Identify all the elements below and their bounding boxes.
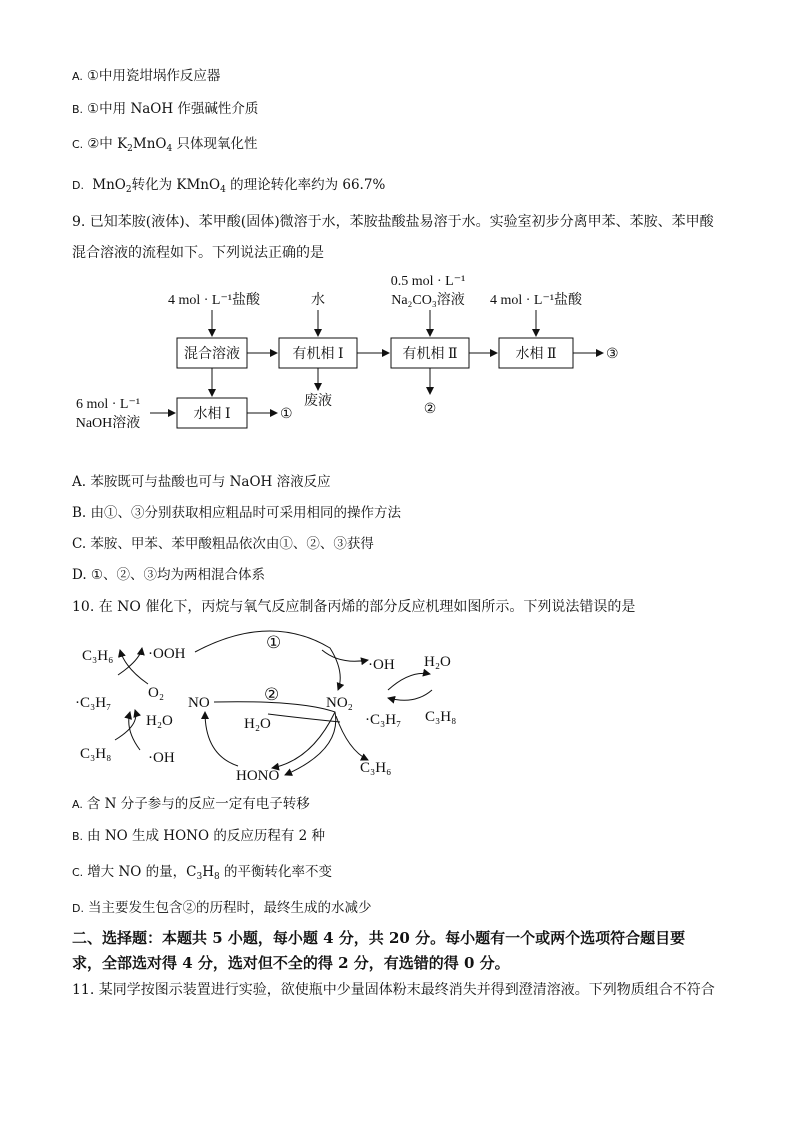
h2o-joining-line (268, 714, 340, 722)
q10-option-c (72, 862, 332, 883)
arrow-oh-to-h2o (129, 712, 140, 750)
option-label: A. (72, 798, 83, 811)
q9-stem-line1: 9. 已知苯胺(液体)、苯甲酸(固体)微溶于水，苯胺盐酸盐易溶于水。实验室初步分离甲苯、苯胺、苯甲酸 (72, 214, 714, 230)
q11-stem: 11. 某同学按图示装置进行实验，欲使瓶中少量固体粉末最终消失并得到澄清溶液。下列物质组合不符合 (72, 982, 715, 998)
option-text: ①中用 NaOH 作强碱性介质 (87, 101, 259, 117)
option-text: 增大 NO 的量，C (87, 864, 197, 880)
cycle-arc-left (205, 712, 238, 766)
option-label: B. (72, 830, 84, 843)
option-label: C. (72, 866, 84, 879)
o2-label: O₂ (148, 685, 165, 701)
hono-label: HONO (236, 768, 280, 784)
section-2-heading-line2: 求，全部选对得 4 分，选对但不全的得 2 分，有选错的得 0 分。 (72, 954, 510, 972)
q9-option-c: C. 苯胺、甲苯、苯甲酸粗品依次由①、②、③获得 (72, 536, 374, 552)
section-2-heading-line1: 二、选择题：本题共 5 小题，每小题 4 分，共 20 分。每小题有一个或两个选项符合题目要 (72, 929, 686, 947)
arrow-c3h7-to-c3h6 (120, 650, 148, 684)
arrow-to-c3h6-bottom (336, 716, 368, 760)
output-3-label: ③ (606, 347, 619, 362)
option-label: D. (72, 902, 84, 915)
c3h6-top-label: C₃H₆ (82, 648, 114, 664)
box-aqueous-phase-1-label: 水相 Ⅰ (193, 407, 231, 422)
option-text: 当主要发生包含②的历程时，最终生成的水减少 (87, 900, 372, 916)
arrow-oh-to-h2o-right (388, 673, 430, 690)
h2o-right-label: H₂O (424, 654, 451, 670)
pathway-1-label: ① (266, 633, 282, 652)
arrow-o2-to-ooh (118, 648, 142, 675)
q9-flow-diagram (0, 265, 794, 435)
reagent-naoh-name: NaOH溶液 (75, 416, 141, 431)
option-label: D. (72, 179, 84, 192)
option-text: MnO (132, 136, 167, 152)
subscript: 8 (214, 872, 220, 882)
reagent-water-label: 水 (311, 293, 325, 308)
option-text: 含 N 分子参与的反应一定有电子转移 (86, 796, 310, 812)
option-text: MnO (87, 177, 126, 193)
subscript: 2 (127, 144, 133, 154)
subscript: 4 (220, 185, 226, 195)
c3h7-right-label: ·C₃H₇ (365, 712, 402, 728)
c3h8-left-label: C₃H₈ (80, 746, 112, 762)
box-aqueous-phase-2-label: 水相 Ⅱ (515, 347, 557, 362)
q10-stem: 10. 在 NO 催化下，丙烷与氧气反应制备丙烯的部分反应机理如图所示。下列说法错误的是 (72, 599, 636, 615)
q9-option-b: B. 由①、③分别获取相应粗品时可采用相同的操作方法 (72, 505, 402, 521)
q9-stem-line2: 混合溶液的流程如下。下列说法正确的是 (72, 245, 324, 261)
option-label: C. (72, 138, 84, 151)
subscript: 4 (166, 144, 173, 154)
option-text: 的理论转化率约为 66.7% (225, 177, 386, 193)
option-text: 只体现氧化性 (172, 136, 258, 152)
no2-label: NO₂ (326, 695, 353, 711)
box-organic-phase-2-label: 有机相 Ⅱ (402, 347, 458, 362)
q8-option-d (72, 175, 385, 196)
q10-option-b (72, 826, 325, 847)
option-text: ②中 K (87, 136, 128, 152)
option-label: B. (72, 103, 84, 116)
output-2-label: ② (423, 402, 437, 417)
option-text: ①中用瓷坩埚作反应器 (86, 68, 221, 84)
q8-option-a (72, 66, 220, 87)
h2o-mid-label: H₂O (244, 716, 271, 732)
reagent-na2co3-conc: 0.5 mol · L⁻¹ (390, 274, 466, 289)
q9-option-a: A. 苯胺既可与盐酸也可与 NaOH 溶液反应 (72, 474, 331, 490)
oh-right-label: ·OH (368, 657, 395, 673)
subscript: 3 (196, 872, 203, 882)
q10-option-d (72, 898, 371, 919)
option-text: 由 NO 生成 HONO 的反应历程有 2 种 (87, 828, 325, 844)
no-label: NO (188, 695, 210, 711)
q9-option-d: D. ①、②、③均为两相混合体系 (72, 567, 266, 583)
arrow-c3h8-to-c3h7 (115, 710, 136, 740)
q10-mechanism-diagram (0, 620, 794, 792)
option-text: 的平衡转化率不变 (219, 864, 333, 880)
c3h8-right-label: C₃H₈ (425, 709, 457, 725)
waste-liquid-label: 废液 (304, 394, 332, 409)
ooh-label: ·OOH (148, 646, 186, 662)
q10-option-a (72, 794, 310, 815)
reagent-hcl2-label: 4 mol · L⁻¹盐酸 (489, 293, 583, 308)
box-organic-phase-1-label: 有机相 Ⅰ (292, 347, 344, 362)
q8-option-b (72, 99, 258, 120)
c3h7-left-label: ·C₃H₇ (75, 695, 112, 711)
c3h6-bottom-label: C₃H₆ (360, 760, 392, 776)
subscript: 2 (125, 185, 132, 195)
output-1-label: ① (280, 407, 293, 422)
arrow-c3h8-to-c3h7-right (388, 690, 432, 700)
oh-left-label: ·OH (148, 750, 175, 766)
box-mixed-solution-label: 混合溶液 (184, 347, 240, 362)
option-label: A. (72, 70, 83, 83)
arrow-to-oh-right (322, 650, 368, 661)
reagent-naoh-conc: 6 mol · L⁻¹ (75, 397, 141, 412)
pathway-2-label: ② (264, 685, 280, 704)
h2o-left-label: H₂O (146, 713, 173, 729)
reagent-na2co3-name: Na₂CO₃溶液 (391, 293, 465, 308)
option-text: H (202, 864, 214, 880)
reagent-hcl-label: 4 mol · L⁻¹盐酸 (167, 293, 261, 308)
option-text: 转化为 KMnO (131, 177, 221, 193)
q8-option-c (72, 134, 258, 155)
